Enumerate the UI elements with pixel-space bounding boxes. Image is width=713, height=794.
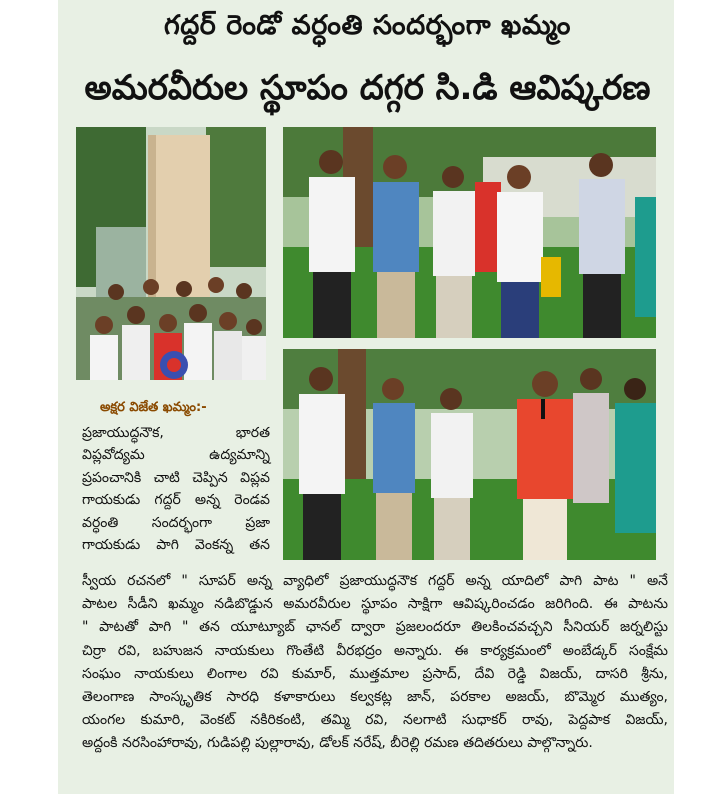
- body-line: పాటల సీడీని ఖమ్మం నడిబొడ్డున అమరవీరుల స్థూపం సాక్షిగా ఆవిష్కరించడం జరిగింది. ఈ పాటను: [82, 596, 668, 613]
- lead-line: గాయకుడు గద్దర్ అన్న రెండవ: [82, 492, 270, 509]
- lead-line: ప్రజాయుద్ధనౌక, భారత: [82, 425, 270, 441]
- body-line: తెలంగాణ సాంస్కృతిక సారధి కళాకారులు కల్వకట్ల జాన్, పరకాల అజయ్, బొమ్మెర ముత్యం,: [82, 689, 668, 706]
- photo-memorial-group: [76, 127, 266, 380]
- body-line: స్వీయ రచనలో " సూపర్ అన్న వ్యాధిలో ప్రజాయుద్ధనౌక గద్దర్ అన్న యాదిలో పాగి పాట " అనే: [82, 573, 668, 589]
- lead-line: గాయకుడు పాగి వెంకన్న తన: [82, 537, 270, 554]
- photo-release-event-bottom: [283, 349, 656, 560]
- lead-line: విప్లవోద్యమ ఉద్యమాన్ని: [82, 447, 270, 464]
- body-line: చిర్రా రవి, బహుజన నాయకులు గొంతేటి వీరభద్రం అన్నారు. ఈ కార్యక్రమంలో అంబేడ్కర్ సంక్షేమ: [82, 642, 668, 659]
- article-body: [82, 570, 668, 756]
- headline-line-1: గద్దర్ రెండో వర్ధంతి సందర్భంగా ఖమ్మం: [164, 10, 571, 41]
- body-line: అద్దంకి నరసింహారావు, గుడిపల్లి పుల్లారావు, డోలక్ నరేష్, బీరెల్లి రమణ తదితరులు పాల్గొన్నారు.: [82, 735, 593, 752]
- body-line: " పాటతో పాగి " తన యూట్యూబ్ ఛానల్ ద్వారా ప్రజలందరూ తిలకించవచ్చని సీనియర్ జర్నలిస్టు: [82, 619, 668, 636]
- byline: అక్షర విజేత ఖమ్మం:-: [100, 400, 207, 415]
- headline-line-2: అమరవీరుల స్థూపం దగ్గర సి.డి ఆవిష్కరణ: [84, 68, 651, 108]
- article-lead-column: [82, 422, 270, 556]
- lead-line: వర్ధంతి సందర్భంగా ప్రజా: [82, 514, 270, 531]
- body-line: యంగల కుమారి, వెంకట్ నకిరికంటి, తమ్మి రవి, నలగాటి సుధాకర్ రావు, పెద్దపాక విజయ్,: [82, 712, 668, 729]
- body-line: సంఘం నాయకులు లింగాల రవి కుమార్, ముత్తమాల ప్రసాద్, దేవి రెడ్డి విజయ్, దాసరి శ్రీను,: [82, 665, 668, 682]
- photo-release-event-top: [283, 127, 656, 338]
- lead-line: ప్రపంచానికి చాటి చెప్పిన విప్లవ: [82, 469, 270, 486]
